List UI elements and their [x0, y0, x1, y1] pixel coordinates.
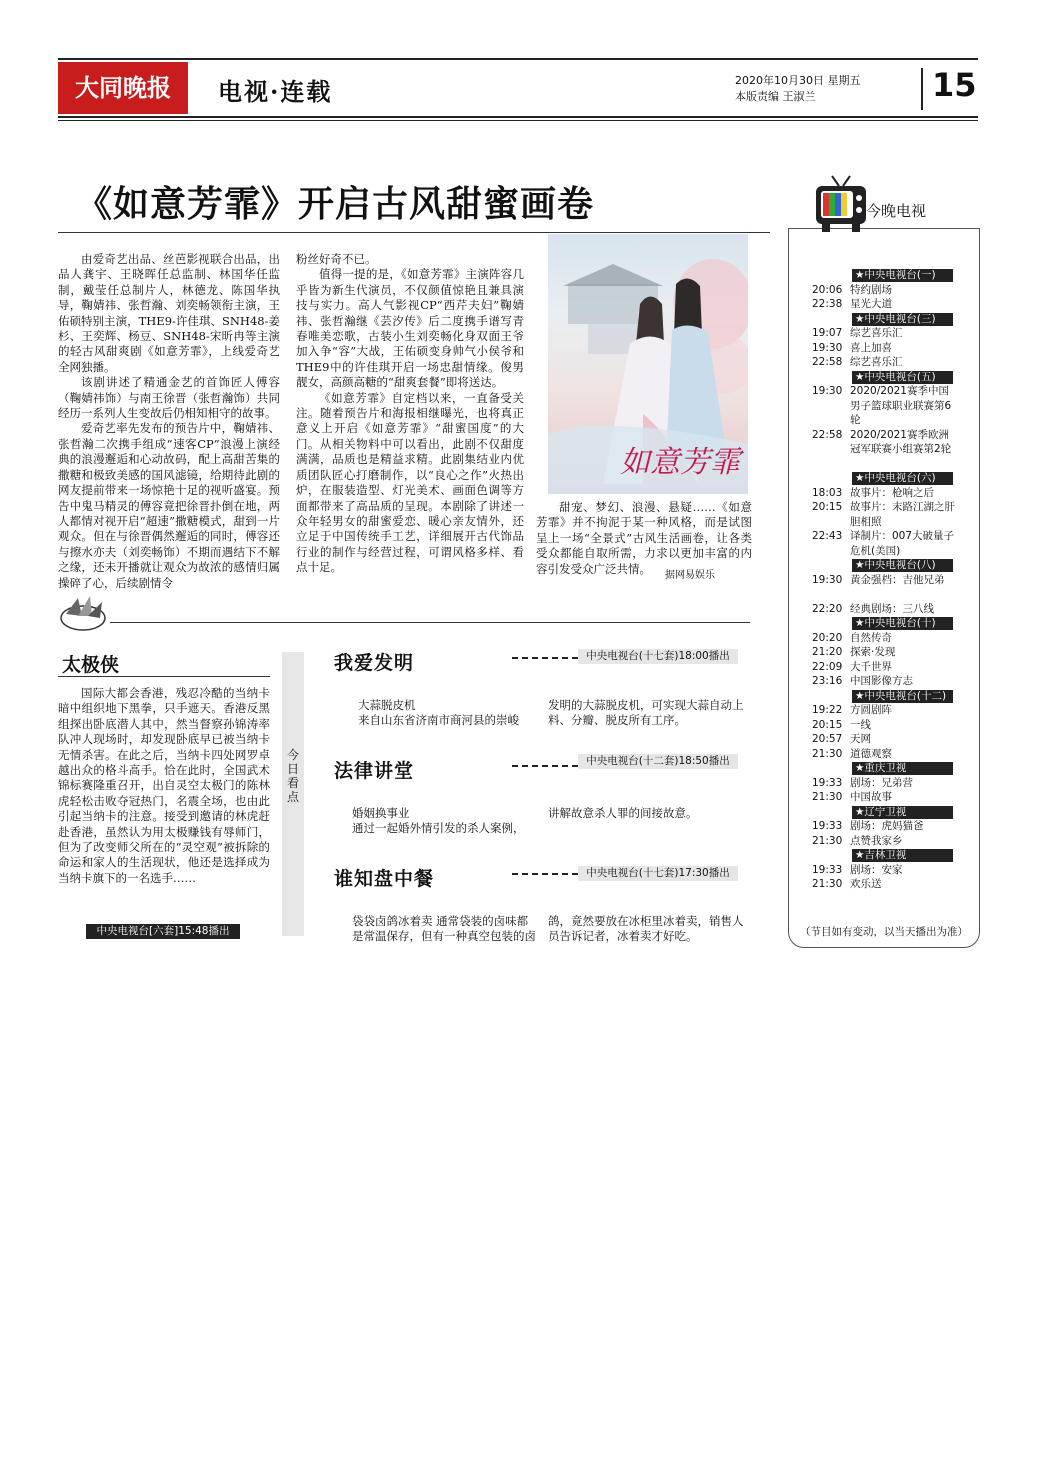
tv-program-row	[812, 863, 962, 878]
tv-program-row	[812, 703, 962, 718]
tv-program-time: 19:22	[812, 704, 843, 716]
tv-program-row	[812, 297, 962, 312]
tv-program-name: 中国故事	[850, 791, 892, 803]
tv-channel-header: ★中央电视台(三)	[852, 313, 953, 326]
drama-poster-image	[548, 234, 748, 494]
masthead-rule-thin	[58, 120, 978, 121]
tv-program-row	[812, 631, 962, 646]
program-desc-left: 袋袋卤鸽冰着卖 通常袋装的卤味都是常温保存，但有一种真空包装的卤	[352, 914, 536, 944]
page-editor: 本版责编 王淑兰	[735, 90, 816, 103]
tv-program-name: 故事片：枪响之后	[850, 486, 934, 499]
tv-program-name: 剧场：安家	[850, 863, 903, 876]
tv-program-time: 19:33	[812, 776, 843, 789]
program-airtime: 中央电视台(十七套)18:00播出	[578, 649, 738, 664]
tv-program-time: 19:33	[812, 820, 843, 832]
series-synopsis	[58, 686, 270, 886]
program-title: 法律讲堂	[334, 760, 415, 782]
tv-program-row	[812, 674, 962, 689]
tv-program-row	[812, 529, 962, 558]
series-title: 太极侠	[62, 654, 120, 676]
tv-program-time: 21:30	[812, 878, 843, 890]
program-desc-right: 鸽，竟然要放在冰柜里冰着卖，销售人员告诉记者，冰着卖才好吃。	[548, 914, 744, 944]
caption-text: 甜宠、梦幻、浪漫、悬疑……《如意芳霏》并不拘泥于某一种风格，而是试图呈上一场“全景式”古风生活画卷，让各类受众都能自取所需，力求以更加丰富的内容引发受众广泛共情。	[536, 500, 752, 576]
program-title: 我爱发明	[334, 652, 415, 674]
tv-program-time: 20:06	[812, 283, 843, 296]
tv-program-name: 中国影像方志	[850, 675, 913, 687]
tv-program-name: 译制片：007大破量子危机(美国)	[850, 530, 955, 557]
program-dash-line	[512, 657, 578, 659]
tv-program-name: 自然传奇	[850, 631, 892, 644]
lower-section-rule	[110, 622, 750, 623]
series-title-rule	[58, 676, 270, 677]
tv-program-time: 22:38	[812, 298, 843, 310]
tv-program-row	[812, 326, 962, 341]
tv-set-icon	[812, 174, 870, 240]
tv-program-time: 22:43	[812, 530, 843, 542]
program-desc-right: 发明的大蒜脱皮机，可实现大蒜自动上料、分瓣、脱皮所有工序。	[548, 698, 744, 728]
tv-program-name: 特约剧场	[850, 283, 892, 296]
tv-program-name: 道德观察	[850, 747, 892, 760]
tv-listings-title: 今晚电视	[866, 202, 927, 220]
tv-program-name: 喜上加喜	[850, 341, 892, 354]
tv-program-row	[812, 747, 962, 762]
program-desc-left: 婚姻换事业 通过一起婚外情引发的杀人案例，	[352, 806, 525, 836]
tv-program-row	[812, 660, 962, 675]
article-paragraph: 值得一提的是，《如意芳霏》主演阵容几乎皆为新生代演员，不仅颜值惊艳且兼具演技与实力。高人气影视CP“西芹夫妇”鞠婧祎、张哲瀚继《芸汐传》后二度携手谱写青春唯美恋歌，古装小生刘奕畅化身双面王爷加入争“容”大战，王佑硕变身帅气小侯爷和THE9中的许佳琪开启一场忠甜情缘。俊男靓女，高颜高糖的“甜爽套餐”即将送达。	[296, 267, 524, 390]
tv-program-name: 剧场：虎妈猫爸	[850, 820, 924, 832]
program-dash-line	[512, 765, 578, 767]
article-paragraph: 爱奇艺率先发布的预告片中，鞠婧祎、张哲瀚二次携手组成“速客CP”浪漫上演经典的浪漫邂逅和心动故码，配上高甜苦集的撒糖和极致美感的国风滤镜，给期待此剧的网友提前带来一场惊艳十足的视听盛宴。预告中鬼马精灵的傅容竟把徐晋扑倒在地，两人都情对视开启“超速”撒糖模式，甜到一片观众。但在与徐晋偶然邂逅的同时，傅容还与擦水亦夫（刘奕畅饰）不期而遇结下不解之缘，还未开播就让观众为故浓的感情归属操碎了心，后续剧情令	[58, 421, 280, 590]
poster-illustration	[548, 234, 748, 494]
tv-program-time: 20:15	[812, 718, 843, 731]
tv-program-time: 21:30	[812, 791, 843, 803]
tv-program-name: 经典剧场：三八线	[850, 602, 934, 615]
series-airtime: 中央电视台[六套]15:48播出	[86, 924, 240, 939]
tv-program-row	[812, 428, 962, 457]
tv-program-time: 18:03	[812, 486, 843, 499]
tv-program-row	[812, 776, 962, 791]
tv-channel-header: ★中央电视台(一)	[852, 269, 953, 282]
tv-program-time: 22:58	[812, 356, 843, 368]
tv-program-time: 21:20	[812, 646, 843, 658]
article-paragraph: 该剧讲述了精通金艺的首饰匠人傅容（鞠婧祎饰）与南王徐晋（张哲瀚饰）共同经历一系列人生变故后仍相知相守的故事。	[58, 375, 280, 421]
tv-program-time: 22:20	[812, 602, 843, 615]
program-airtime: 中央电视台(十七套)17:30播出	[578, 866, 738, 881]
poster-title: 如意芳霏	[620, 445, 740, 480]
tv-channel-header: ★中央电视台(十)	[852, 617, 953, 630]
tv-program-row	[812, 602, 962, 617]
photo-caption	[536, 500, 752, 577]
tv-program-row	[812, 877, 962, 892]
tv-program-name: 大千世界	[850, 660, 892, 673]
tv-program-name: 方圆剧阵	[850, 704, 892, 716]
synopsis-text: 国际大都会香港，残忍冷酷的当纳卡暗中组织地下黑拳，只手遮天。香港反黑组探出卧底潜人其中，然当督察孙锦涛率队冲人现场时，却发现卧底早已被当纳卡无情杀害。在此之后，当纳卡四处网罗卓越出众的格斗高手。恰在此时，全国武术锦标赛隆重召开，出自灵空太极门的陈林虎轻松击败夺冠热门，名震全场，也由此引起当纳卡的注意。接受到邀请的林虎赶赴香港，虽然认为用太极赚钱有辱师门，但为了改变师父所在的“灵空观”被拆除的命运和家人的生活现状，他还是选择成为当纳卡旗下的一名选手……	[58, 686, 270, 885]
article-paragraph: 由爱奇艺出品、丝芭影视联合出品，出品人龚宇、王晓晖任总监制、林国华任监制，戴莹任总制片人，林德龙、陈国华执导，鞠婧祎、张哲瀚、刘奕畅领衔主演，王佑硕特别主演，THE9-许佳琪、SNH48-姜杉、王奕辉、杨豆、SNH48-宋昕冉等主演的轻古风甜爽剧《如意芳霏》，上线爱奇艺全网独播。	[58, 252, 280, 374]
tv-program-name: 黄金强档：吉他兄弟	[850, 573, 945, 586]
tv-listings-note: （节目如有变动，以当天播出为准）	[800, 926, 968, 938]
tv-program-name: 剧场：兄弟营	[850, 776, 913, 789]
headline-rule	[58, 232, 770, 233]
today-highlights-label: 今日看点	[286, 748, 299, 804]
newspaper-logo: 大同晚报	[58, 62, 188, 114]
tv-channel-header: ★中央电视台(六)	[852, 472, 953, 485]
tv-program-row	[812, 355, 962, 370]
issue-date: 2020年10月30日 星期五	[735, 74, 861, 87]
tv-program-row	[812, 573, 962, 588]
program-dash-line	[512, 873, 578, 875]
tv-program-row	[812, 486, 962, 501]
article-headline: 《如意芳霏》开启古风甜蜜画卷	[76, 183, 595, 225]
article-column-2	[296, 252, 524, 576]
tv-program-name: 2020/2021赛季中国男子篮球职业联赛第6轮	[850, 385, 952, 426]
tv-program-time: 22:09	[812, 660, 843, 673]
section-title: 电视·连载	[218, 77, 333, 106]
tv-program-name: 一线	[850, 718, 871, 731]
tv-program-time: 19:33	[812, 863, 843, 876]
tv-program-time: 19:07	[812, 327, 843, 339]
tv-program-row	[812, 645, 962, 660]
program-desc-right: 讲解故意杀人罪的间接故意。	[548, 806, 698, 820]
tv-program-time: 20:20	[812, 631, 843, 644]
tv-program-time: 21:30	[812, 834, 843, 847]
tv-program-time: 19:30	[812, 341, 843, 354]
tv-channel-header: ★吉林卫视	[852, 849, 953, 862]
tv-program-name: 星光大道	[850, 298, 892, 310]
tv-program-time: 19:30	[812, 385, 843, 397]
masthead-rule	[58, 116, 978, 118]
tv-program-row	[812, 718, 962, 733]
tv-program-name: 综艺喜乐汇	[850, 327, 903, 339]
tv-channel-header: ★中央电视台(十二)	[852, 690, 953, 703]
tv-program-row	[812, 283, 962, 298]
tv-program-time: 19:30	[812, 573, 843, 586]
tv-program-row	[812, 500, 962, 529]
top-rule	[58, 58, 978, 60]
tv-program-name: 欢乐送	[850, 878, 882, 890]
tv-channel-header: ★中央电视台(五)	[852, 371, 953, 384]
tv-channel-header: ★辽宁卫视	[852, 806, 953, 819]
tv-program-name: 探索·发现	[850, 646, 896, 658]
article-paragraph: 《如意芳霏》自定档以来，一直备受关注。随着预告片和海报相继曝光，也将真正意义上开启《如意芳霏》“甜蜜国度”的大门。从相关物料中可以看出，此剧不仅甜度满满，品质也是精益求精。此剧集结业内优质团队匠心打磨制作，以“良心之作”火热出炉，在服装造型、灯光美术、画面色调等方面都带来了高品质的呈现。本剧除了讲述一众年轻男女的甜蜜爱恋、暖心亲友情外，还立足于中国传统手工艺，详细展开古代饰品行业的制作与经营过程，可谓风格多样、看点十足。	[296, 390, 524, 575]
tv-program-name: 故事片：末路江湖之肝胆相照	[850, 501, 955, 528]
tv-channel-header: ★重庆卫视	[852, 762, 953, 775]
program-airtime: 中央电视台(十二套)18:50播出	[578, 754, 738, 769]
tv-channel-header: ★中央电视台(八)	[852, 559, 953, 572]
tv-program-row	[812, 834, 962, 849]
article-column-1	[58, 252, 280, 591]
tv-program-time: 23:16	[812, 675, 843, 687]
tv-program-name: 2020/2021赛季欧洲冠军联赛小组赛第2轮	[850, 428, 952, 455]
page-number: 15	[932, 66, 977, 104]
page-number-divider	[921, 68, 923, 110]
tv-program-time: 20:57	[812, 733, 843, 745]
program-title: 谁知盘中餐	[334, 868, 435, 890]
tv-program-name: 天网	[850, 733, 871, 745]
tv-program-time: 22:58	[812, 428, 843, 441]
tv-program-time: 21:30	[812, 747, 843, 760]
tv-program-row	[812, 790, 962, 805]
photo-credit: 据网易娱乐	[665, 570, 715, 581]
tv-program-time: 20:15	[812, 501, 843, 513]
tv-program-name: 点赞我家乡	[850, 834, 903, 847]
tv-program-row	[812, 384, 962, 428]
article-paragraph: 粉丝好奇不已。	[296, 252, 377, 266]
tv-program-row	[812, 341, 962, 356]
tv-program-row	[812, 732, 962, 747]
film-reel-icon	[58, 594, 108, 638]
program-desc-left: 大蒜脱皮机 来自山东省济南市商河县的崇峻	[358, 698, 519, 728]
tv-program-name: 综艺喜乐汇	[850, 356, 903, 368]
tv-program-row	[812, 819, 962, 834]
